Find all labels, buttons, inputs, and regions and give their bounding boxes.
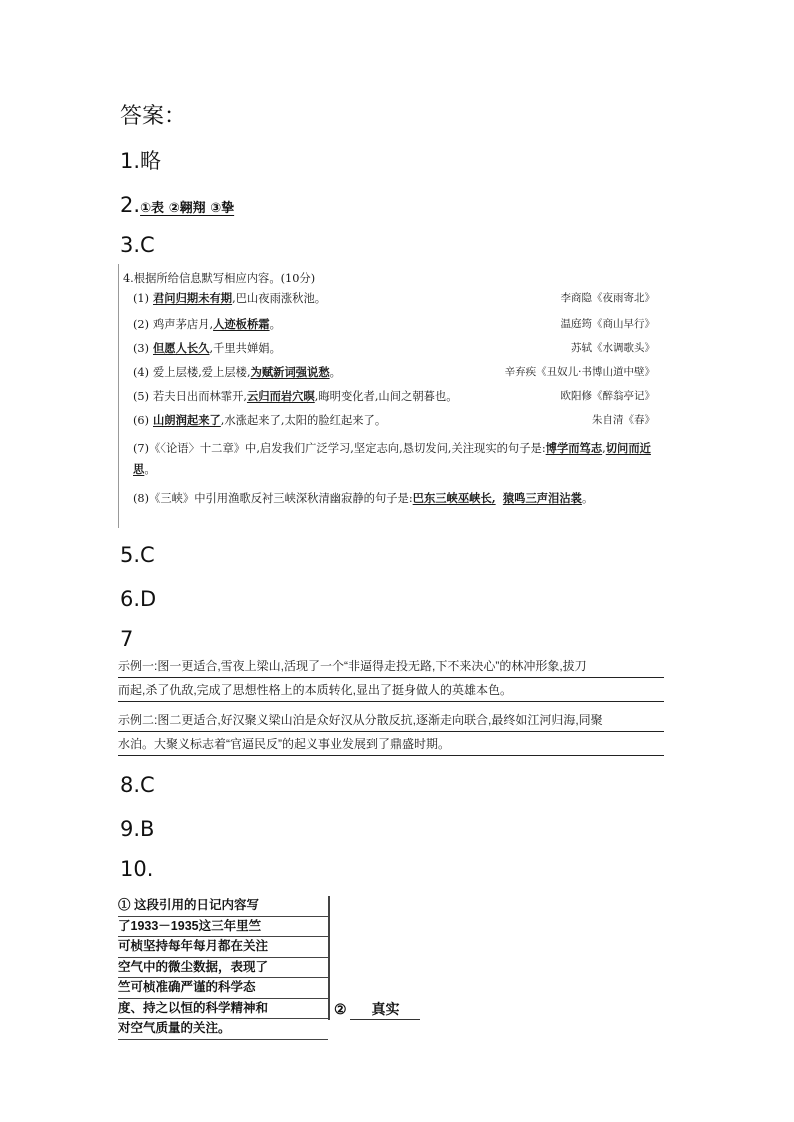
item-rest: 。	[329, 366, 341, 379]
question-4-item-7	[133, 438, 661, 480]
question-4-item-2	[133, 316, 661, 332]
example-two-line-2: 水泊。大聚义标志着“官逼民反”的起义事业发展到了鼎盛时期。	[118, 732, 664, 756]
answer-10-line: 竺可桢准确严谨的科学态	[118, 978, 328, 999]
item-source: 温庭筠《商山早行》	[560, 318, 655, 330]
item-separator: ,	[602, 442, 606, 455]
item-answer: 人迹板桥霜	[213, 317, 270, 331]
item-rest: ,水涨起来了,太阳的脸红起来了。	[220, 414, 387, 427]
item-label: (3)	[133, 342, 150, 355]
item-rest: ,巴山夜雨涨秋池。	[232, 292, 327, 305]
answer-10-part-1	[118, 896, 330, 1035]
answer-8: 8.C	[120, 773, 155, 797]
item-answer: 巴东三峡巫峡长,	[412, 491, 496, 505]
question-4-item-3	[133, 340, 661, 356]
answer-2-number: 2.	[120, 193, 141, 217]
answer-10-line: 对空气质量的关注。	[118, 1019, 328, 1040]
answer-2-text: ①表 ②翱翔 ③挚	[140, 201, 235, 216]
answer-10-number: 10.	[120, 857, 154, 881]
answer-3: 3.C	[120, 233, 155, 257]
item-answer: 为赋新词强说愁	[250, 365, 330, 379]
item-label: (8)	[133, 492, 150, 505]
part-2-answer: 真实	[350, 999, 420, 1020]
question-4-item-1	[133, 290, 661, 306]
item-source: 苏轼《水调歌头》	[571, 342, 655, 354]
question-4-item-4	[133, 364, 661, 380]
item-answer: 山朗润起来了	[153, 413, 221, 427]
example-one	[118, 654, 664, 702]
question-4-item-8	[133, 488, 661, 509]
example-one-line-2: 而起,杀了仇敌,完成了思想性格上的本质转化,显出了挺身做人的英雄本色。	[118, 678, 664, 702]
part-2-number: ②	[334, 1001, 347, 1017]
item-label: (4)	[133, 366, 150, 379]
item-rest: ,晦明变化者,山间之朝暮也。	[314, 390, 458, 403]
example-two-line-1: 示例二:图二更适合,好汉聚义梁山泊是众好汉从分散反抗,逐渐走向联合,最终如江河归海,同聚	[118, 708, 664, 732]
item-rest: 。	[269, 318, 281, 331]
item-label: (2)	[133, 318, 150, 331]
item-prompt: 若夫日出而林霏开,	[153, 390, 247, 403]
item-answer: 猿鸣三声泪沾裳	[502, 491, 582, 505]
example-two	[118, 708, 664, 756]
answer-10-line: 空气中的微尘数据，表现了	[118, 958, 328, 979]
item-label: (1)	[133, 292, 150, 305]
answer-10-part-2	[334, 999, 420, 1020]
item-label: (5)	[133, 390, 150, 403]
answer-2	[120, 192, 234, 222]
answer-heading: 答案：	[120, 104, 187, 129]
question-4-item-6	[133, 412, 661, 428]
answer-6: 6.D	[120, 587, 157, 611]
item-answer: 云归而岩穴暝	[246, 389, 315, 403]
item-end: 。	[581, 492, 594, 505]
item-label: (6)	[133, 414, 150, 427]
answer-1: 1.略	[120, 149, 162, 173]
answer-10-block	[118, 896, 418, 1035]
question-4-item-5	[133, 388, 661, 404]
item-source: 辛弃疾《丑奴儿·书博山道中壁》	[504, 366, 655, 378]
answer-10-line: 可桢坚持每年每月都在关注	[118, 937, 328, 958]
answer-7-block	[118, 652, 666, 764]
item-source: 李商隐《夜雨寄北》	[560, 292, 655, 304]
question-4-block	[118, 264, 667, 528]
example-one-line-1: 示例一:图一更适合,雪夜上梁山,活现了一个“非逼得走投无路,下不来决心”的林冲形象,拔刀	[118, 654, 664, 678]
item-prompt: 《三峡》中引用渔歌反衬三峡深秋清幽寂静的句子是:	[149, 492, 413, 505]
question-4-header: 4.根据所给信息默写相应内容。(10分)	[123, 272, 316, 285]
item-prompt: 爱上层楼,爱上层楼,	[153, 366, 251, 379]
item-prompt: 《〈论语〉十二章》中,启发我们广泛学习,坚定志向,恳切发问,关注现实的句子是:	[149, 442, 546, 455]
item-answer: 君问归期未有期	[153, 291, 233, 305]
answer-5: 5.C	[120, 543, 155, 567]
item-source: 朱自清《春》	[592, 414, 655, 426]
item-answer: 博学而笃志	[545, 441, 603, 455]
item-label: (7)	[133, 442, 150, 455]
answer-9: 9.B	[120, 817, 155, 841]
item-prompt: 鸡声茅店月,	[153, 318, 214, 331]
item-rest: ,千里共婵娟。	[209, 342, 281, 355]
answer-7-number: 7	[120, 627, 134, 651]
item-answer: 切问而近思	[133, 441, 651, 476]
answer-10-line: ① 这段引用的日记内容写	[118, 896, 328, 917]
item-source: 欧阳修《醉翁亭记》	[560, 390, 655, 402]
item-end: 。	[144, 463, 156, 476]
answer-10-line: 度、持之以恒的科学精神和	[118, 999, 328, 1020]
answer-10-line: 了1933－1935这三年里竺	[118, 917, 328, 938]
item-answer: 但愿人长久	[153, 341, 210, 355]
